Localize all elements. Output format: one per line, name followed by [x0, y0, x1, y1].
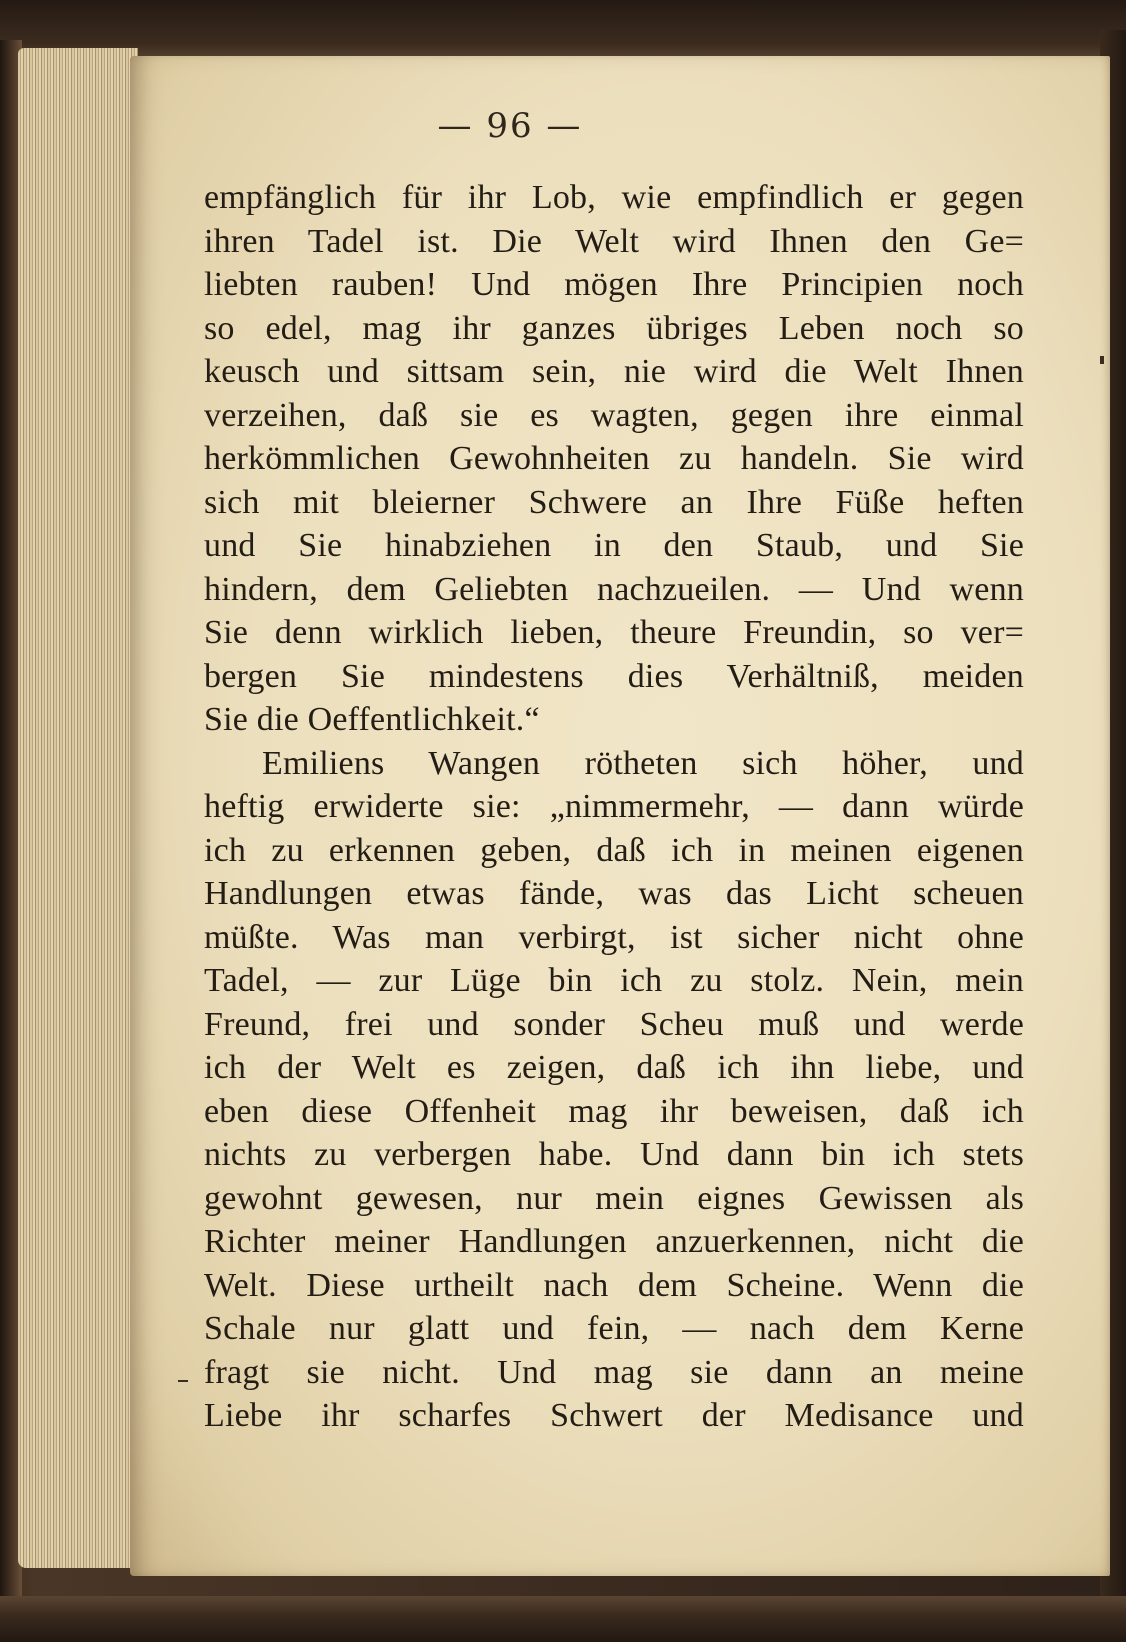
- text-line: Handlungen etwas fände, was das Licht scheuen: [204, 875, 1024, 912]
- text-line: empfänglich für ihr Lob, wie empfindlich er gegen: [204, 179, 1024, 216]
- text-line: bergen Sie mindestens dies Verhältniß, meiden: [204, 657, 1024, 695]
- text-line: fragt sie nicht. Und mag sie dann an meine: [204, 1353, 1024, 1391]
- text-line: müßte. Was man verbirgt, ist sicher nicht ohne: [204, 918, 1024, 956]
- text-line: nichts zu verbergen habe. Und dann bin ich stets: [204, 1136, 1024, 1173]
- text-line: verzeihen, daß sie es wagten, gegen ihre einmal: [204, 396, 1024, 434]
- text-line: ihren Tadel ist. Die Welt wird Ihnen den Ge=: [204, 222, 1024, 260]
- book-page: [130, 56, 1110, 1576]
- page-number: — 96 —: [437, 106, 583, 146]
- text-line: so edel, mag ihr ganzes übriges Leben noch so: [204, 309, 1024, 347]
- margin-mark: [1100, 356, 1104, 364]
- text-line: eben diese Offenheit mag ihr beweisen, daß ich: [204, 1092, 1024, 1130]
- text-line: heftig erwiderte sie: „nimmermehr, — dann würde: [204, 788, 1024, 825]
- text-line: Freund, frei und sonder Scheu muß und werde: [204, 1005, 1024, 1043]
- text-line: gewohnt gewesen, nur mein eignes Gewissen als: [204, 1179, 1024, 1217]
- text-line: ich der Welt es zeigen, daß ich ihn liebe, und: [204, 1049, 1024, 1086]
- text-line: Sie die Oeffentlichkeit.“: [204, 701, 540, 738]
- book-cover-bottom: [0, 1596, 1126, 1642]
- page-text: [204, 176, 1024, 1438]
- text-line: keusch und sittsam sein, nie wird die Welt Ihnen: [204, 353, 1024, 390]
- text-line: Schale nur glatt und fein, — nach dem Kerne: [204, 1310, 1024, 1347]
- text-line: Tadel, — zur Lüge bin ich zu stolz. Nein, mein: [204, 962, 1024, 999]
- text-line: herkömmlichen Gewohnheiten zu handeln. Sie wird: [204, 440, 1024, 477]
- text-line: Sie denn wirklich lieben, theure Freundin, so ver=: [204, 614, 1024, 651]
- text-line: Liebe ihr scharfes Schwert der Medisance und: [204, 1397, 1024, 1434]
- book-cover-top: [0, 0, 1126, 62]
- text-line: sich mit bleierner Schwere an Ihre Füße heften: [204, 483, 1024, 521]
- text-line: und Sie hinabziehen in den Staub, und Sie: [204, 527, 1024, 564]
- text-line: liebten rauben! Und mögen Ihre Principien noch: [204, 266, 1024, 303]
- text-line: Welt. Diese urtheilt nach dem Scheine. Wenn die: [204, 1266, 1024, 1304]
- page-edges-stack: [18, 48, 138, 1568]
- text-line: ich zu erkennen geben, daß ich in meinen eigenen: [204, 831, 1024, 869]
- text-line: Richter meiner Handlungen anzuerkennen, nicht die: [204, 1223, 1024, 1260]
- text-line: hindern, dem Geliebten nachzueilen. — Und wenn: [204, 570, 1024, 608]
- text-line-paragraph-start: Emiliens Wangen rötheten sich höher, und: [262, 744, 1024, 782]
- margin-mark: [178, 1380, 188, 1382]
